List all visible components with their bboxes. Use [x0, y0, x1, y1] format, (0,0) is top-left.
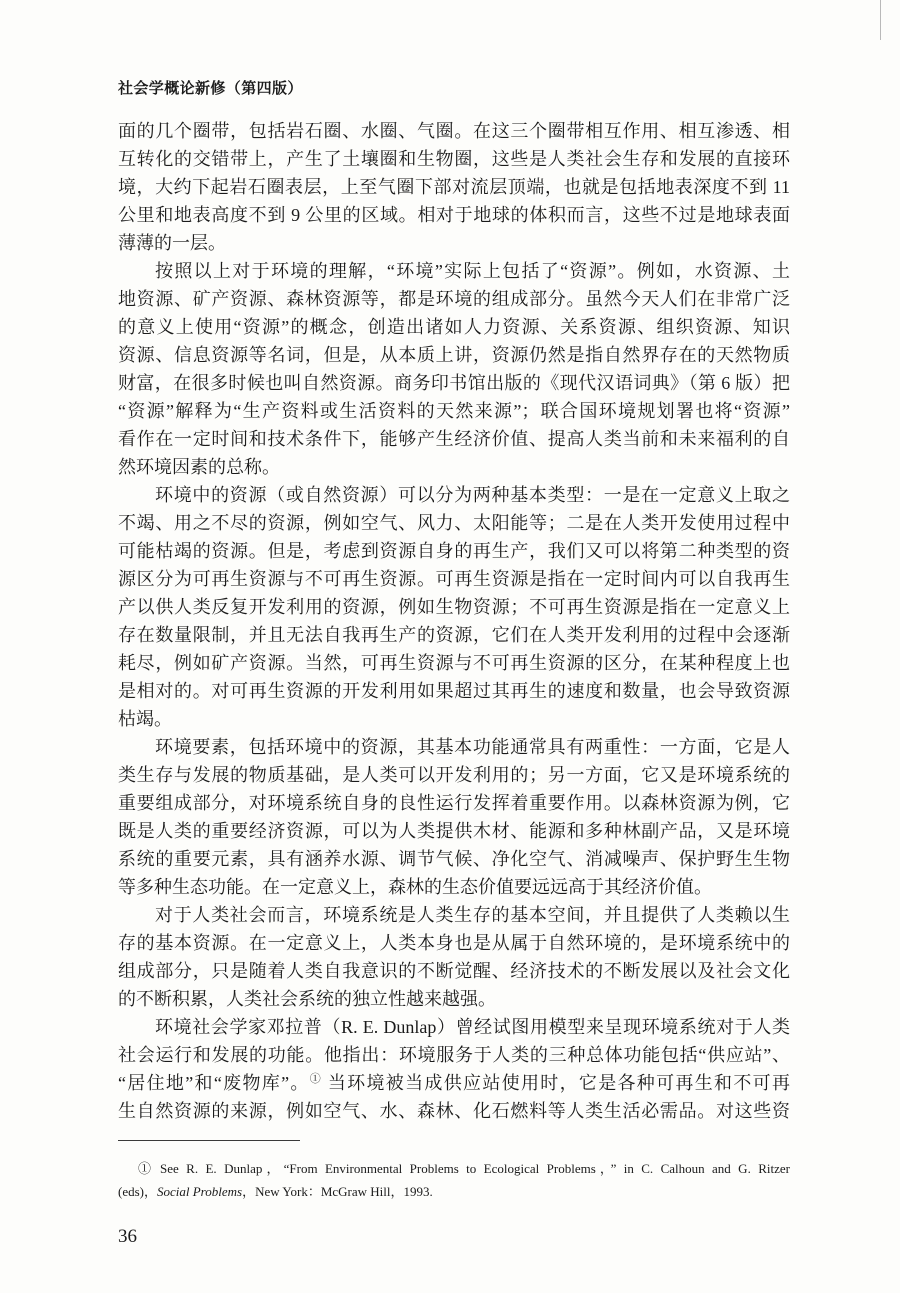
text-line: 互转化的交错带上，产生了土壤圈和生物圈，这些是人类社会生存和发展的直接环: [118, 149, 790, 169]
text-line: 境，大约下起岩石圈表层，上至气圈下部对流层顶端，也就是包括地表深度不到 11: [118, 177, 790, 197]
footnote-text: See R. E. Dunlap，“From Environmental Problems to Ecological Problems，” in C. Calhoun and G. Ritzer: [160, 1161, 790, 1176]
text-segment: 当环境被当成供应站使用时，它是各种可再生和不可再: [322, 1073, 790, 1093]
footnote-reference: ①: [309, 1073, 323, 1085]
footnote-divider: [118, 1140, 300, 1141]
paragraph: [118, 901, 790, 1013]
text-line: 既是人类的重要经济资源，可以为人类提供木材、能源和多种林副产品，又是环境: [118, 821, 790, 841]
footnote-line: [118, 1157, 790, 1180]
text-line: 然环境因素的总称。: [118, 457, 280, 477]
text-line: 薄薄的一层。: [118, 233, 226, 253]
scan-edge-mark: [880, 0, 881, 40]
text-line: 的意义上使用“资源”的概念，创造出诸如人力资源、关系资源、组织资源、知识: [118, 317, 790, 337]
paragraph: [118, 481, 790, 733]
text-line: 存的基本资源。在一定意义上，人类本身也是从属于自然环境的，是环境系统中的: [118, 933, 790, 953]
text-line: 类生存与发展的物质基础，是人类可以开发利用的；另一方面，它又是环境系统的: [118, 765, 790, 785]
text-line: 等多种生态功能。在一定意义上，森林的生态价值要远远高于其经济价值。: [118, 877, 712, 897]
footnote-marker: ①: [138, 1161, 152, 1176]
text-line: “资源”解释为“生产资料或生活资料的天然来源”；联合国环境规划署也将“资源”: [118, 401, 790, 421]
paragraph: [118, 117, 790, 257]
paragraph: [118, 733, 790, 901]
text-line: 的不断积累，人类社会系统的独立性越来越强。: [118, 989, 496, 1009]
footnote: [118, 1157, 790, 1203]
footnote-text: ，New York：McGraw Hill，1993.: [242, 1184, 433, 1199]
text-line: 重要组成部分，对环境系统自身的良性运行发挥着重要作用。以森林资源为例，它: [118, 793, 790, 813]
paragraph: [118, 257, 790, 481]
text-line: 存在数量限制，并且无法自我再生产的资源，它们在人类开发利用的过程中会逐渐: [118, 625, 790, 645]
paragraph: [118, 1013, 790, 1125]
text-line: 不竭、用之不尽的资源，例如空气、风力、太阳能等；二是在人类开发使用过程中: [118, 513, 790, 533]
running-head: 社会学概论新修（第四版）: [118, 79, 303, 97]
text-line: 产以供人类反复开发利用的资源，例如生物资源；不可再生资源是指在一定意义上: [118, 597, 790, 617]
text-line: 组成部分，只是随着人类自我意识的不断觉醒、经济技术的不断发展以及社会文化: [118, 961, 790, 981]
text-line: 系统的重要元素，具有涵养水源、调节气候、净化空气、消减噪声、保护野生生物: [118, 849, 790, 869]
text-line: 环境社会学家邓拉普（R. E. Dunlap）曾经试图用模型来呈现环境系统对于人类: [155, 1017, 790, 1037]
text-line: 环境中的资源（或自然资源）可以分为两种基本类型：一是在一定意义上取之: [155, 485, 790, 505]
footnote-text: (eds)，: [118, 1184, 157, 1199]
text-line: 地资源、矿产资源、森林资源等，都是环境的组成部分。虽然今天人们在非常广泛: [118, 289, 790, 309]
text-segment: “居住地”和“废物库”。: [118, 1073, 310, 1093]
text-line: 公里和地表高度不到 9 公里的区域。相对于地球的体积而言，这些不过是地球表面: [118, 205, 790, 225]
text-line: 资源、信息资源等名词，但是，从本质上讲，资源仍然是指自然界存在的天然物质: [118, 345, 790, 365]
body-text: [118, 117, 790, 1125]
text-line: 源区分为可再生资源与不可再生资源。可再生资源是指在一定时间内可以自我再生: [118, 569, 790, 589]
text-line: 可能枯竭的资源。但是，考虑到资源自身的再生产，我们又可以将第二种类型的资: [118, 541, 790, 561]
text-line: 枯竭。: [118, 709, 172, 729]
text-line: 社会运行和发展的功能。他指出：环境服务于人类的三种总体功能包括“供应站”、: [118, 1045, 790, 1065]
text-line: 对于人类社会而言，环境系统是人类生存的基本空间，并且提供了人类赖以生: [155, 905, 790, 925]
text-line: 生自然资源的来源，例如空气、水、森林、化石燃料等人类生活必需品。对这些资: [118, 1101, 790, 1121]
text-line: 耗尽，例如矿产资源。当然，可再生资源与不可再生资源的区分，在某种程度上也: [118, 653, 790, 673]
footnote-line: [118, 1180, 790, 1203]
text-line: 按照以上对于环境的理解，“环境”实际上包括了“资源”。例如，水资源、土: [155, 261, 790, 281]
page-number: 36: [118, 1226, 137, 1247]
text-line: 环境要素，包括环境中的资源，其基本功能通常具有两重性：一方面，它是人: [155, 737, 790, 757]
text-line: 面的几个圈带，包括岩石圈、水圈、气圈。在这三个圈带相互作用、相互渗透、相: [118, 121, 790, 141]
text-line: [118, 1069, 790, 1097]
text-line: 是相对的。对可再生资源的开发利用如果超过其再生的速度和数量，也会导致资源: [118, 681, 790, 701]
text-line: 财富，在很多时候也叫自然资源。商务印书馆出版的《现代汉语词典》（第 6 版）把: [118, 373, 790, 393]
footnote-book-title: Social Problems: [157, 1184, 243, 1199]
text-line: 看作在一定时间和技术条件下，能够产生经济价值、提高人类当前和未来福利的自: [118, 429, 790, 449]
